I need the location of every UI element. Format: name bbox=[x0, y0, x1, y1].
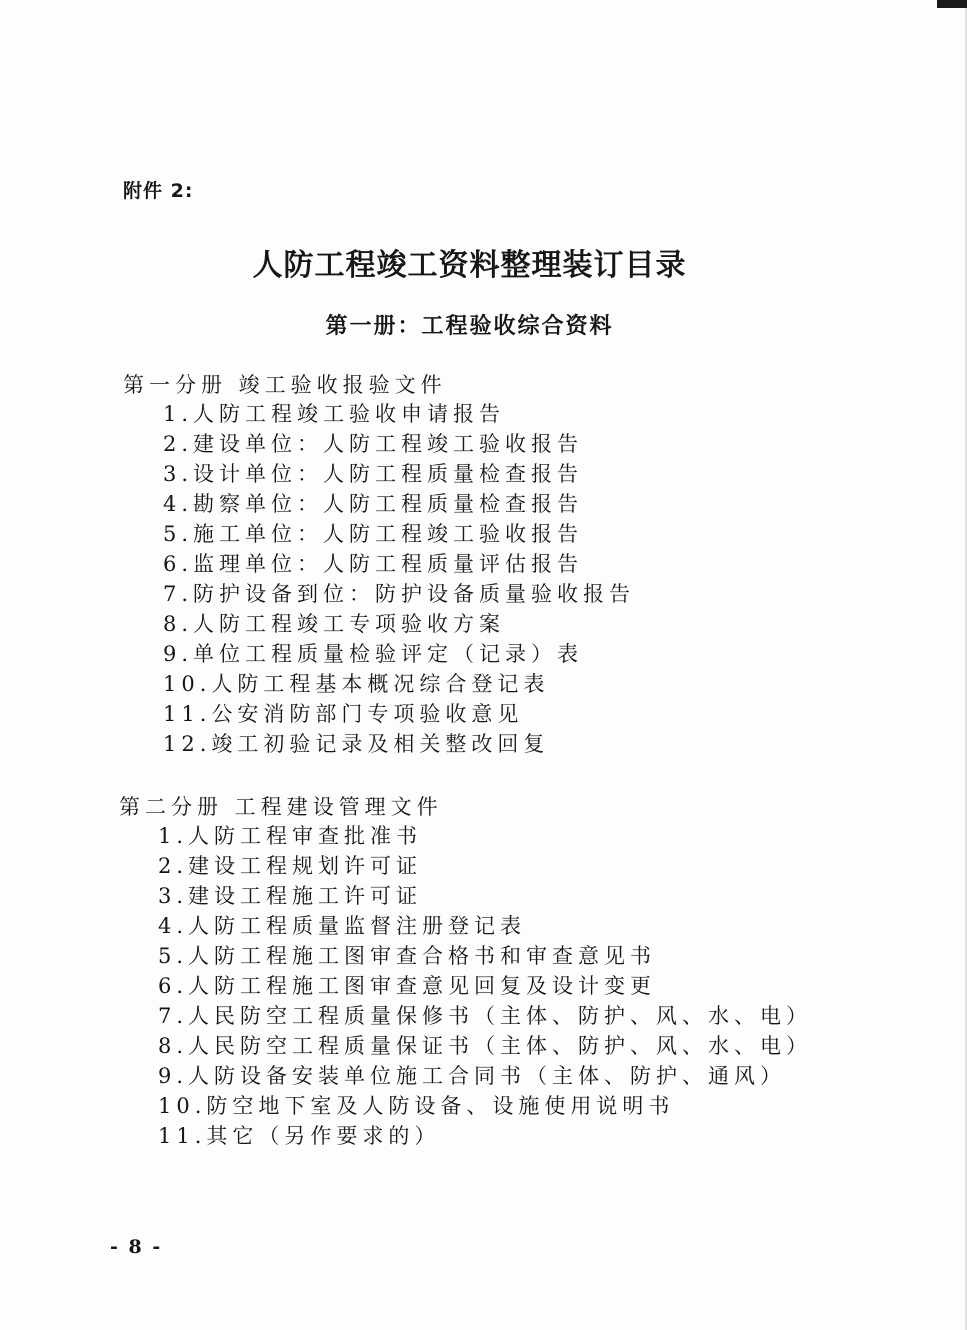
list-item: 6.监理单位：人防工程质量评估报告 bbox=[163, 552, 584, 576]
section-2-list bbox=[158, 821, 812, 1151]
list-item: 5.人防工程施工图审查合格书和审查意见书 bbox=[158, 944, 657, 968]
list-item: 10.人防工程基本概况综合登记表 bbox=[163, 672, 550, 696]
list-item: 4.人防工程质量监督注册登记表 bbox=[158, 914, 527, 938]
list-item: 10.防空地下室及人防设备、设施使用说明书 bbox=[158, 1094, 675, 1118]
list-item: 7.防护设备到位：防护设备质量验收报告 bbox=[163, 582, 636, 606]
list-item: 12.竣工初验记录及相关整改回复 bbox=[163, 732, 550, 756]
list-item: 7.人民防空工程质量保修书（主体、防护、风、水、电） bbox=[158, 1004, 813, 1028]
section-heading-2: 第二分册 工程建设管理文件 bbox=[119, 795, 443, 819]
list-item: 5.施工单位：人防工程竣工验收报告 bbox=[163, 522, 584, 546]
page-number: - 8 - bbox=[110, 1236, 163, 1258]
list-item: 4.勘察单位：人防工程质量检查报告 bbox=[163, 492, 584, 516]
list-item: 8.人民防空工程质量保证书（主体、防护、风、水、电） bbox=[158, 1034, 813, 1058]
list-item: 2.建设单位：人防工程竣工验收报告 bbox=[163, 432, 584, 456]
list-item: 11.其它（另作要求的） bbox=[158, 1124, 441, 1148]
list-item: 6.人防工程施工图审查意见回复及设计变更 bbox=[158, 974, 657, 998]
volume-title: 第一册：工程验收综合资料 bbox=[325, 314, 614, 339]
list-item: 3.建设工程施工许可证 bbox=[158, 884, 423, 908]
list-item: 3.设计单位：人防工程质量检查报告 bbox=[163, 462, 584, 486]
list-item: 2.建设工程规划许可证 bbox=[158, 854, 423, 878]
section-1-list bbox=[163, 399, 635, 759]
scan-edge-strip bbox=[937, 0, 967, 8]
list-item: 9.人防设备安装单位施工合同书（主体、防护、通风） bbox=[158, 1064, 787, 1088]
list-item: 9.单位工程质量检验评定（记录）表 bbox=[163, 642, 584, 666]
list-item: 1.人防工程竣工验收申请报告 bbox=[163, 402, 506, 426]
list-item: 1.人防工程审查批准书 bbox=[158, 824, 423, 848]
list-item: 11.公安消防部门专项验收意见 bbox=[163, 702, 524, 726]
attachment-label: 附件 2: bbox=[123, 180, 194, 202]
list-item: 8.人防工程竣工专项验收方案 bbox=[163, 612, 506, 636]
section-heading-1: 第一分册 竣工验收报验文件 bbox=[123, 373, 447, 397]
page-title: 人防工程竣工资料整理装订目录 bbox=[252, 248, 687, 283]
